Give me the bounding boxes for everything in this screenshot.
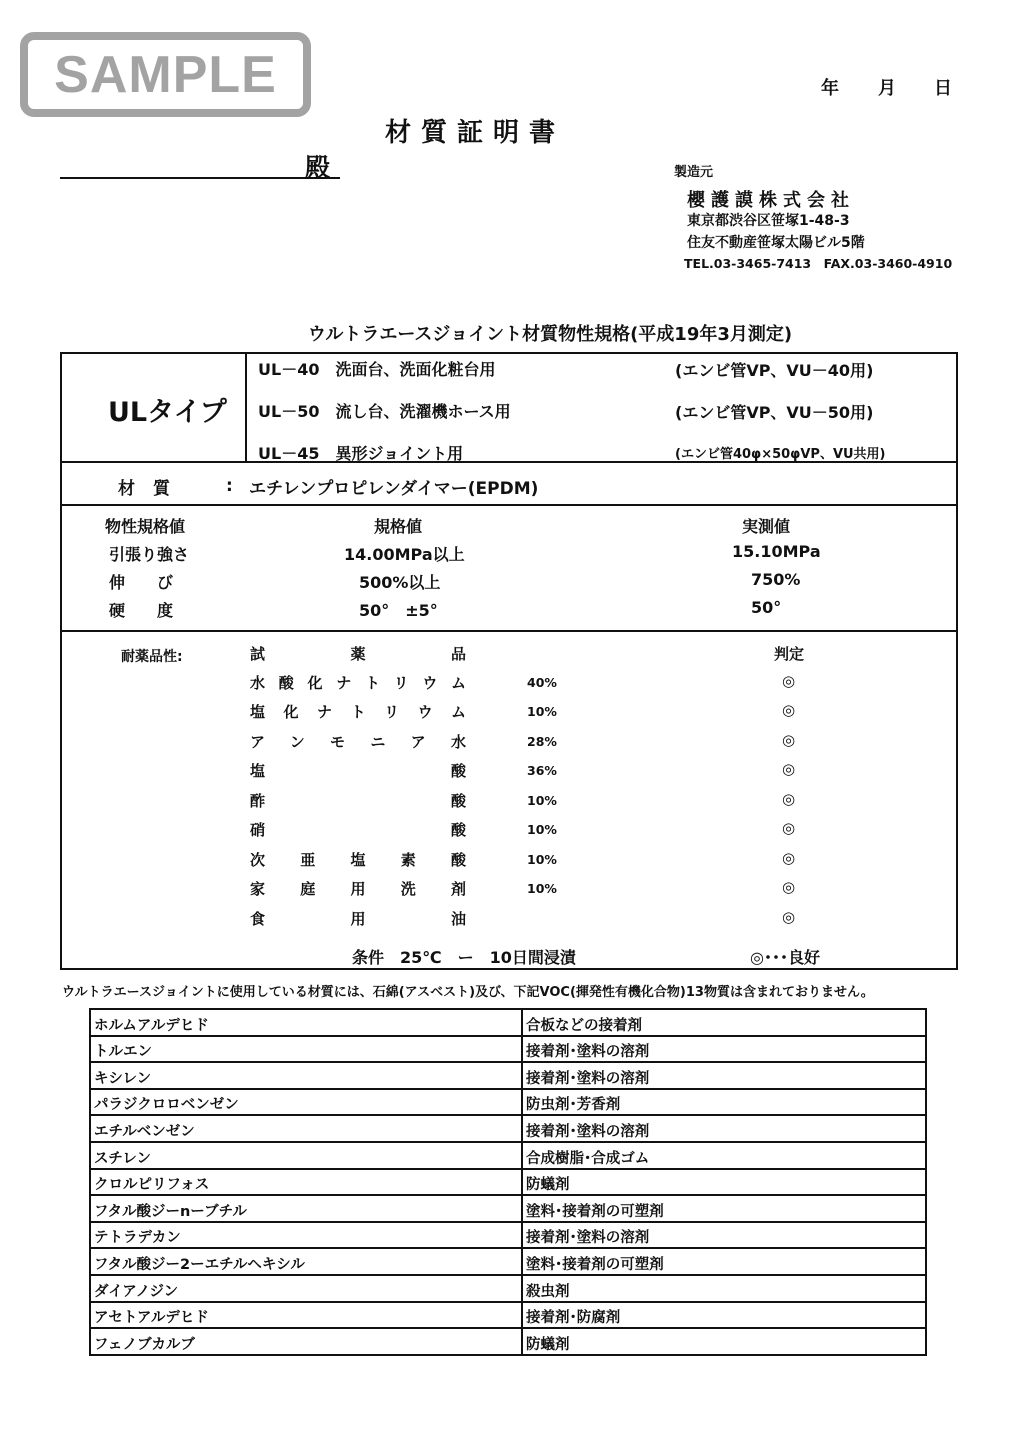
table-row <box>90 1195 926 1222</box>
voc-substance: フタル酸ジー2ーエチルヘキシル <box>90 1248 522 1275</box>
properties-header-name: 物性規格値 <box>105 517 186 536</box>
document-title: 材質証明書 <box>384 118 565 148</box>
chemical-judgement: ◎ <box>782 819 796 837</box>
chemical-label: 耐薬品性: <box>121 649 183 665</box>
voc-substance: クロルピリフォス <box>90 1169 522 1196</box>
chemical-header-reagent: 試薬品 <box>250 645 466 663</box>
chemical-judgement: ◎ <box>782 701 796 719</box>
ul-pipe-40: (エンビ管VP、VU－40用) <box>675 361 874 380</box>
maker-address-2: 住友不動産笹塚太陽ビル5階 <box>687 235 865 251</box>
voc-note: ウルトラエースジョイントに使用している材質には、石綿(アスベスト)及び、下記VOC(揮発性有機化合物)13物質は含まれておりません。 <box>62 985 874 1000</box>
property-measured: 50° <box>751 598 782 617</box>
chemical-judgement: ◎ <box>782 849 796 867</box>
property-measured: 750% <box>751 570 801 589</box>
ul-pipe-45: (エンビ管40φ×50φVP、VU共用) <box>675 447 886 462</box>
voc-substance: アセトアルデヒド <box>90 1302 522 1329</box>
recipient-suffix: 殿 <box>305 153 331 182</box>
date-month: 月 <box>878 78 896 99</box>
properties-header-measured: 実測値 <box>742 517 791 536</box>
ul-model-50: UL－50 流し台、洗濯機ホース用 <box>258 402 511 421</box>
spec-title: ウルトラエースジョイント材質物性規格(平成19年3月測定) <box>307 324 793 345</box>
maker-tel-fax: TEL.03-3465-7413 FAX.03-3460-4910 <box>684 256 953 271</box>
voc-usage: 接着剤･防腐剤 <box>522 1302 926 1329</box>
chemical-concentration: 40% <box>527 675 557 690</box>
chemical-judgement: ◎ <box>782 731 796 749</box>
test-condition: 条件 25℃ ー 10日間浸漬 <box>352 948 576 967</box>
chemical-name: アンモニア水 <box>250 733 466 751</box>
voc-usage: 合成樹脂･合成ゴム <box>522 1142 926 1169</box>
voc-substance: パラジクロロベンゼン <box>90 1089 522 1116</box>
chemical-box <box>60 630 958 970</box>
material-label: 材質 <box>118 479 188 499</box>
sample-stamp-text: SAMPLE <box>54 45 277 104</box>
voc-substance: ダイアノジン <box>90 1275 522 1302</box>
chemical-concentration: 10% <box>527 704 557 719</box>
voc-substance: トルエン <box>90 1036 522 1063</box>
chemical-judgement: ◎ <box>782 760 796 778</box>
maker-address-1: 東京都渋谷区笹塚1-48-3 <box>687 213 850 229</box>
material-colon: : <box>226 476 233 496</box>
voc-table <box>89 1008 927 1356</box>
chemical-judgement: ◎ <box>782 672 796 690</box>
ul-model-40: UL－40 洗面台、洗面化粧台用 <box>258 360 496 379</box>
voc-usage: 塗料･接着剤の可塑剤 <box>522 1195 926 1222</box>
chemical-name: 塩酸 <box>250 762 466 780</box>
maker-label: 製造元 <box>674 165 714 180</box>
sample-stamp <box>20 32 311 117</box>
voc-substance: フェノブカルブ <box>90 1328 522 1355</box>
voc-substance: エチルベンゼン <box>90 1115 522 1142</box>
table-row <box>90 1115 926 1142</box>
table-row <box>90 1062 926 1089</box>
chemical-judgement: ◎ <box>782 878 796 896</box>
voc-substance: キシレン <box>90 1062 522 1089</box>
property-spec: 500%以上 <box>359 573 441 592</box>
chemical-concentration: 10% <box>527 852 557 867</box>
chemical-name: 水酸化ナトリウム <box>250 674 466 692</box>
material-box <box>60 461 958 506</box>
voc-usage: 接着剤･塗料の溶剤 <box>522 1222 926 1249</box>
maker-name: 櫻護謨株式会社 <box>687 190 855 211</box>
chemical-concentration: 10% <box>527 822 557 837</box>
date-year: 年 <box>821 78 839 99</box>
property-name: 硬 度 <box>109 601 174 620</box>
chemical-judgement: ◎ <box>782 790 796 808</box>
chemical-judgement: ◎ <box>782 908 796 926</box>
chemical-name: 家庭用洗剤 <box>250 880 466 898</box>
property-spec: 14.00MPa以上 <box>344 545 465 564</box>
chemical-name: 硝酸 <box>250 821 466 839</box>
material-value: エチレンプロピレンダイマー(EPDM) <box>249 479 539 499</box>
chemical-name: 塩化ナトリウム <box>250 703 466 721</box>
voc-usage: 接着剤･塗料の溶剤 <box>522 1036 926 1063</box>
chemical-name: 食用油 <box>250 910 466 928</box>
table-row <box>90 1142 926 1169</box>
chemical-name: 酢酸 <box>250 792 466 810</box>
table-row <box>90 1275 926 1302</box>
table-row <box>90 1302 926 1329</box>
table-row <box>90 1009 926 1036</box>
chemical-concentration: 10% <box>527 881 557 896</box>
ul-type-box <box>60 352 958 463</box>
voc-usage: 防蟻剤 <box>522 1328 926 1355</box>
property-name: 引張り強さ <box>109 545 190 564</box>
voc-substance: フタル酸ジーnーブチル <box>90 1195 522 1222</box>
table-row <box>90 1169 926 1196</box>
properties-box <box>60 504 958 632</box>
ul-pipe-50: (エンビ管VP、VU－50用) <box>675 403 874 422</box>
voc-usage: 防蟻剤 <box>522 1169 926 1196</box>
table-row <box>90 1248 926 1275</box>
voc-substance: ホルムアルデヒド <box>90 1009 522 1036</box>
table-row <box>90 1036 926 1063</box>
ul-divider <box>245 354 247 461</box>
property-spec: 50° ±5° <box>359 601 438 620</box>
chemical-concentration: 10% <box>527 793 557 808</box>
voc-usage: 接着剤･塗料の溶剤 <box>522 1115 926 1142</box>
chemical-header-judgement: 判定 <box>774 645 805 663</box>
voc-usage: 接着剤･塗料の溶剤 <box>522 1062 926 1089</box>
voc-substance: スチレン <box>90 1142 522 1169</box>
properties-header-spec: 規格値 <box>374 517 423 536</box>
chemical-concentration: 28% <box>527 734 557 749</box>
ul-type-label: ULタイプ <box>108 397 227 428</box>
voc-usage: 殺虫剤 <box>522 1275 926 1302</box>
voc-usage: 合板などの接着剤 <box>522 1009 926 1036</box>
recipient-line <box>60 177 340 179</box>
voc-usage: 塗料･接着剤の可塑剤 <box>522 1248 926 1275</box>
property-name: 伸 び <box>109 573 174 592</box>
voc-substance: テトラデカン <box>90 1222 522 1249</box>
chemical-name: 次亜塩素酸 <box>250 851 466 869</box>
chemical-concentration: 36% <box>527 763 557 778</box>
voc-usage: 防虫剤･芳香剤 <box>522 1089 926 1116</box>
date-day: 日 <box>934 78 952 99</box>
table-row <box>90 1222 926 1249</box>
judgement-legend: ◎･･･良好 <box>750 948 820 967</box>
table-row <box>90 1089 926 1116</box>
property-measured: 15.10MPa <box>732 542 821 561</box>
ul-model-45: UL－45 異形ジョイント用 <box>258 444 464 463</box>
table-row <box>90 1328 926 1355</box>
